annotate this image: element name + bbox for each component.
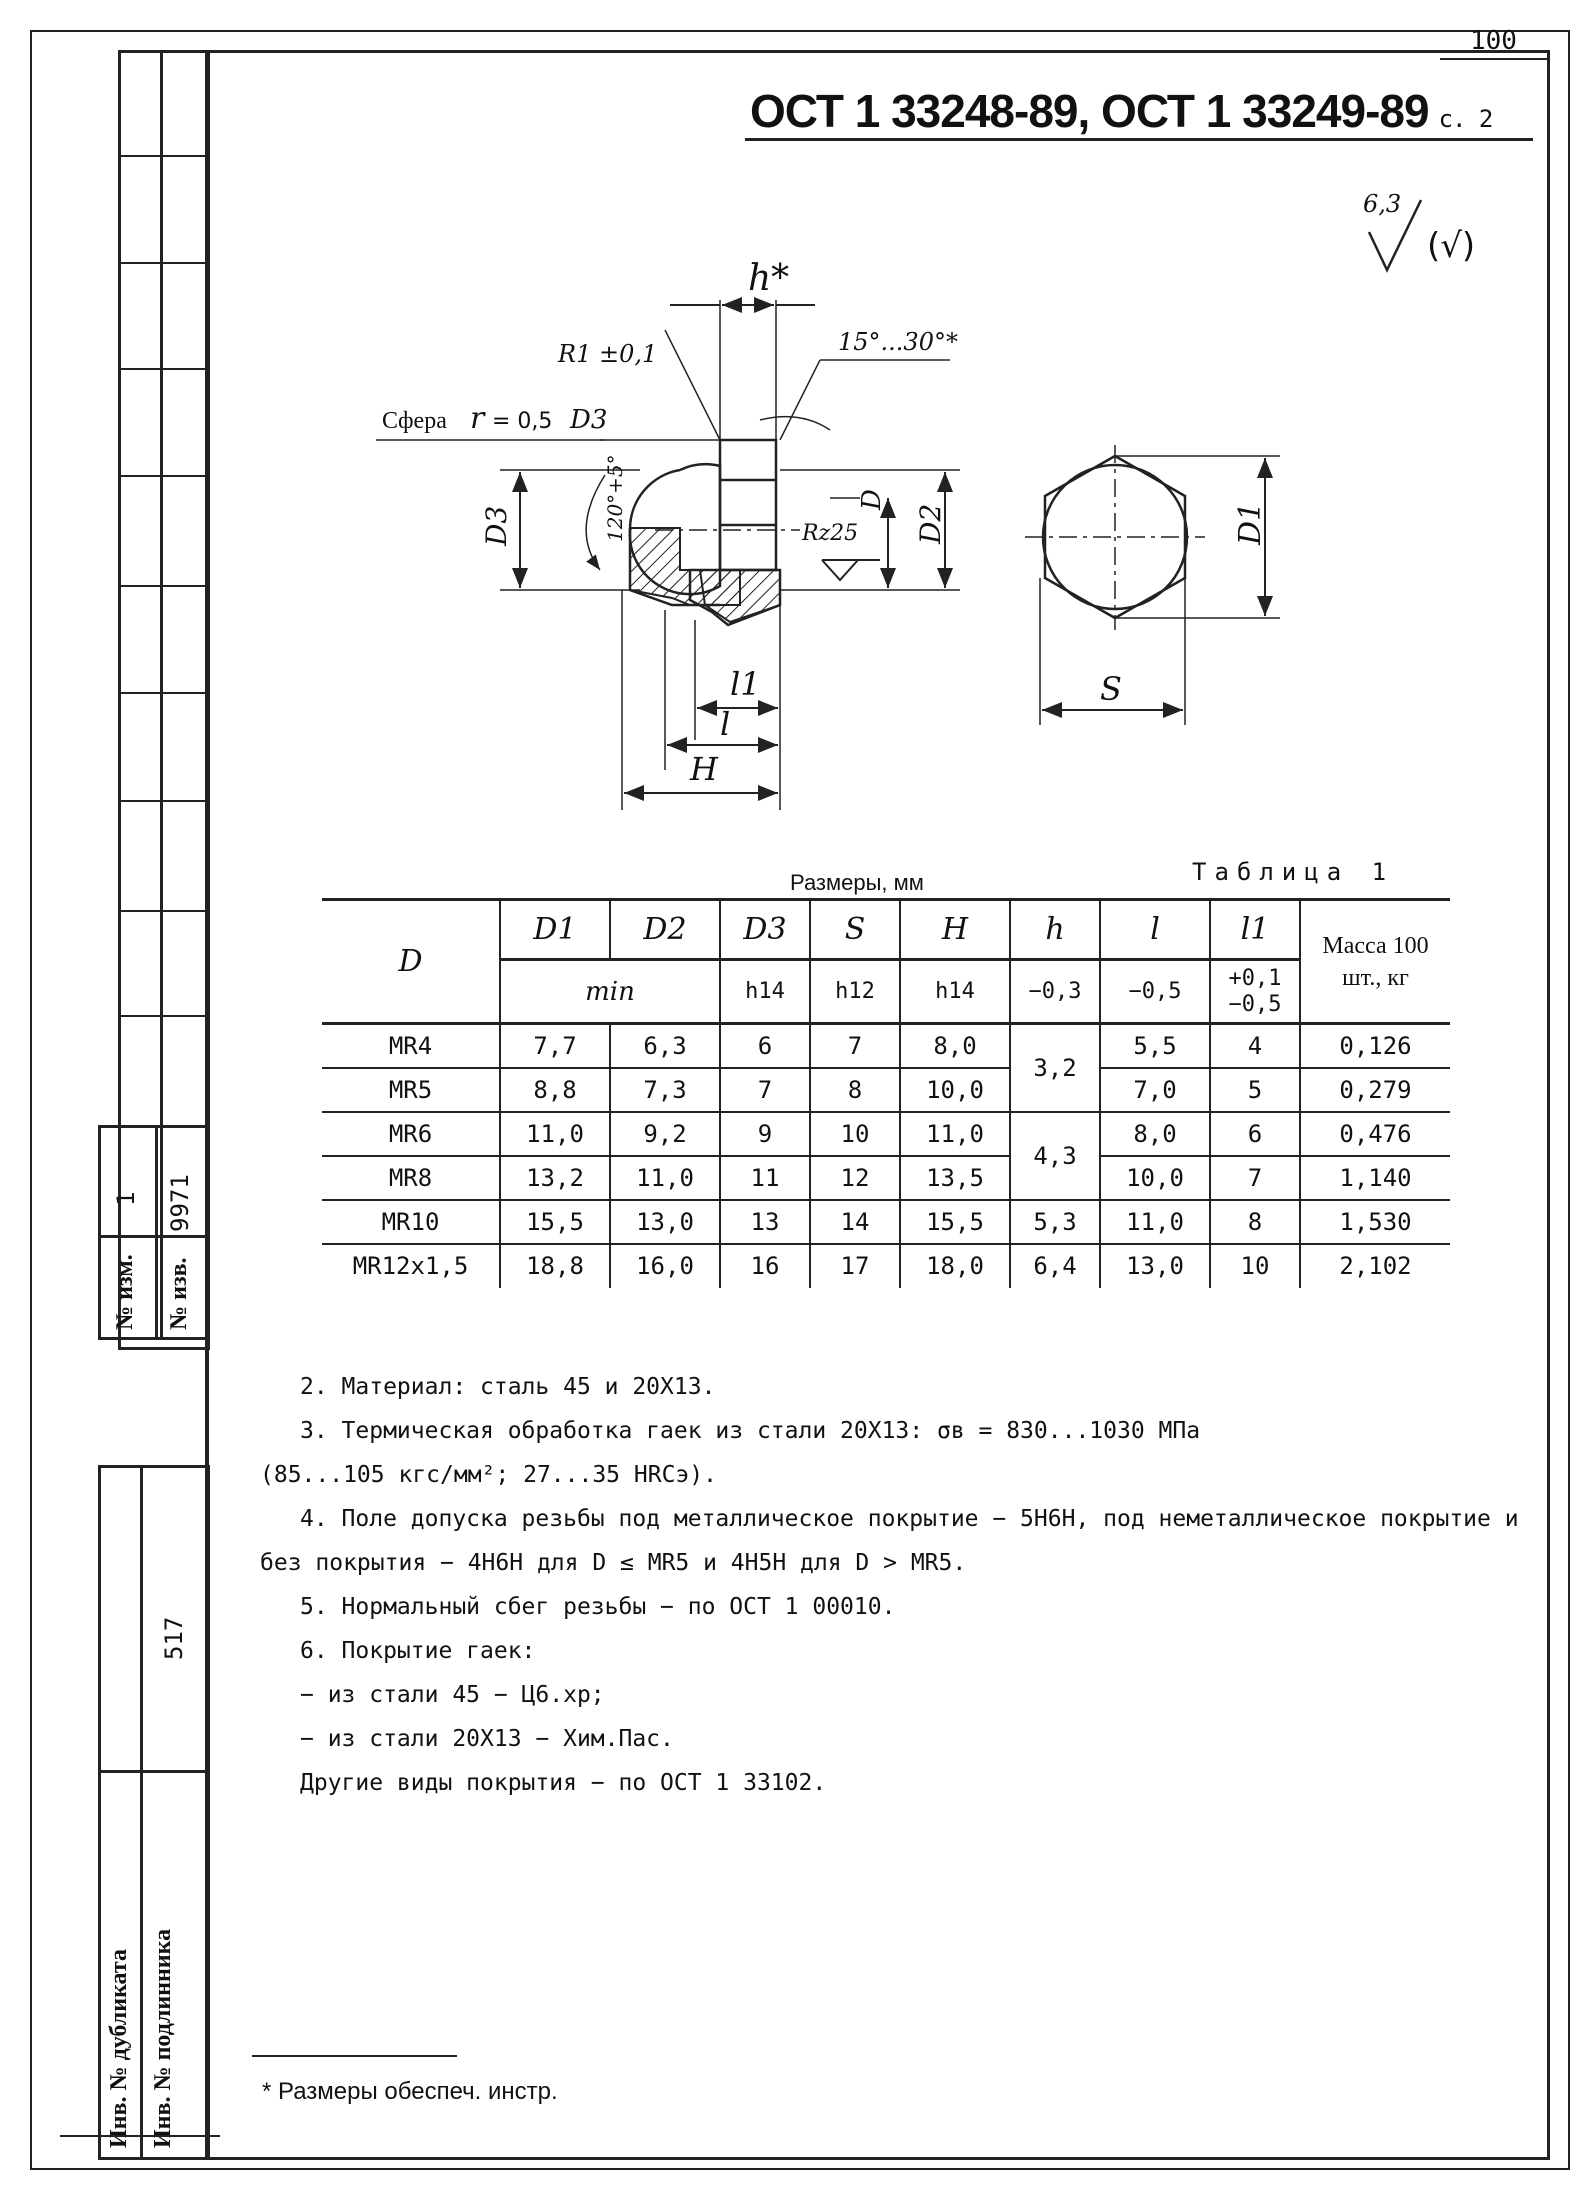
cell-d2: 16,0 [610,1244,720,1288]
cell-d1: 11,0 [500,1112,610,1156]
cell-l: 10,0 [1100,1156,1210,1200]
roughness-value: 6,3 [1363,190,1402,218]
cell-l: 7,0 [1100,1068,1210,1112]
note-3a: 3. Термическая обработка гаек из стали 20Х13: σв = 830...1030 МПа [300,1418,1201,1444]
page-number: 100 [1470,26,1517,56]
inv-original-label: Инв. № подлинника [150,1928,176,2148]
table-row [322,1068,1450,1112]
note-7: Другие виды покрытия − по ОСТ 1 33102. [300,1770,827,1796]
note-3b: (85...105 кгс/мм²; 27...35 HRCэ). [260,1462,717,1488]
header-l-tol: −0,5 [1100,960,1210,1024]
cell-h-big: 11,0 [900,1112,1010,1156]
notice-no-label: № изв. [166,1257,192,1330]
cell-d: MR10 [322,1200,500,1244]
header-d3: D3 [720,900,810,960]
original-inventory-value: 517 [160,1616,188,1660]
cell-h-big: 10,0 [900,1068,1010,1112]
cell-s: 7 [810,1024,900,1068]
table-row [322,1024,1450,1068]
cell-mass: 2,102 [1300,1244,1450,1288]
cell-d1: 13,2 [500,1156,610,1200]
footnote: * Размеры обеспеч. инстр. [262,2078,558,2105]
label-h-star: h* [748,258,790,299]
notes-section [260,1365,1560,1805]
inv-duplicate-label: Инв. № дубликата [106,1948,132,2148]
dimensions-table [322,898,1450,1288]
notice-no-value: 9971 [166,1174,194,1232]
svg-text:D3: D3 [570,405,608,435]
header-h-big: H [900,900,1010,960]
cell-d2: 7,3 [610,1068,720,1112]
header-d1: D1 [500,900,610,960]
cell-d2: 9,2 [610,1112,720,1156]
cell-mass: 1,140 [1300,1156,1450,1200]
cell-s: 8 [810,1068,900,1112]
change-no-value: 1 [112,1191,140,1206]
svg-text:D: D [857,489,887,510]
svg-text:R1 ±0,1: R1 ±0,1 [558,340,658,368]
note-4: 4. Поле допуска резьбы под металлическое покрытие − 5Н6Н, под неметаллическое покрытие и без покрытия − 4Н6Н для D ≤ MR5 и 4H5H для D > MR5. [260,1506,1519,1576]
header-h-big-tol: h14 [900,960,1010,1024]
cell-h-big: 8,0 [900,1024,1010,1068]
cell-d: MR8 [322,1156,500,1200]
header-l1-tol: +0,1 −0,5 [1210,960,1300,1024]
header-d3-tol: h14 [720,960,810,1024]
note-5: 5. Нормальный сбег резьбы − по ОСТ 1 00010. [300,1594,896,1620]
cell-d3: 16 [720,1244,810,1288]
cell-h-small-merged: 3,2 [1010,1024,1100,1112]
svg-text:l1: l1 [730,665,761,703]
cell-l1: 7 [1210,1156,1300,1200]
cell-mass: 0,476 [1300,1112,1450,1156]
svg-text:15°...30°*: 15°...30°* [838,328,958,356]
svg-text:S: S [1100,670,1122,708]
note-6: 6. Покрытие гаек: [300,1638,536,1664]
header-s-tol: h12 [810,960,900,1024]
cell-h-big: 15,5 [900,1200,1010,1244]
table-row [322,1112,1450,1156]
table-row [322,1244,1450,1288]
header-h-small: h [1010,900,1100,960]
header-h-small-tol: −0,3 [1010,960,1100,1024]
header-d: D [322,900,500,1024]
roughness-suffix: (√) [1427,226,1476,266]
cell-s: 12 [810,1156,900,1200]
cell-d1: 7,7 [500,1024,610,1068]
table-row [322,1156,1450,1200]
cell-l1: 5 [1210,1068,1300,1112]
cell-d1: 8,8 [500,1068,610,1112]
header-l1: l1 [1210,900,1300,960]
cell-h-small: 6,4 [1010,1244,1100,1288]
svg-text:D2: D2 [914,503,947,544]
standard-title-text: ОСТ 1 33248-89, ОСТ 1 33249-89 [750,85,1429,137]
cell-mass: 1,530 [1300,1200,1450,1244]
table-caption-number: Таблица 1 [1192,858,1395,886]
svg-text:H: H [690,750,718,788]
technical-drawing [0,0,1596,840]
cell-l1: 6 [1210,1112,1300,1156]
cell-d2: 13,0 [610,1200,720,1244]
footnote-separator [252,2055,457,2057]
cell-d: MR6 [322,1112,500,1156]
nut-front-view [1025,445,1280,725]
cell-mass: 0,279 [1300,1068,1450,1112]
cell-d3: 9 [720,1112,810,1156]
cell-mass: 0,126 [1300,1024,1450,1068]
table-row [322,1200,1450,1244]
cell-l: 13,0 [1100,1244,1210,1288]
cell-s: 14 [810,1200,900,1244]
svg-text:= 0,5: = 0,5 [492,409,553,434]
svg-text:D3: D3 [480,505,513,546]
cell-d1: 15,5 [500,1200,610,1244]
standard-page: с. 2 [1438,105,1493,133]
header-d2: D2 [610,900,720,960]
cell-d: MR5 [322,1068,500,1112]
note-6a: − из стали 45 − Ц6.хр; [300,1682,605,1708]
cell-h-big: 18,0 [900,1244,1010,1288]
header-s: S [810,900,900,960]
header-l: l [1100,900,1210,960]
cell-h-small: 5,3 [1010,1200,1100,1244]
cell-l1: 8 [1210,1200,1300,1244]
svg-text:120°+5°: 120°+5° [603,454,627,542]
note-6b: − из стали 20Х13 − Хим.Пас. [300,1726,674,1752]
cell-d3: 13 [720,1200,810,1244]
svg-text:l: l [720,705,731,743]
header-min: min [500,960,720,1024]
cell-h-big: 13,5 [900,1156,1010,1200]
cell-d: MR4 [322,1024,500,1068]
cell-d3: 6 [720,1024,810,1068]
svg-text:Сфера: Сфера [382,408,447,434]
cell-l: 5,5 [1100,1024,1210,1068]
cell-d1: 18,8 [500,1244,610,1288]
cell-l1: 4 [1210,1024,1300,1068]
cell-s: 10 [810,1112,900,1156]
cell-d2: 6,3 [610,1024,720,1068]
cell-l: 8,0 [1100,1112,1210,1156]
cell-d2: 11,0 [610,1156,720,1200]
cell-d3: 11 [720,1156,810,1200]
cell-d3: 7 [720,1068,810,1112]
table-caption-sizes: Размеры, мм [790,870,924,895]
svg-text:Rz25: Rz25 [802,521,859,546]
cell-h-small-merged: 4,3 [1010,1112,1100,1200]
svg-text:r: r [470,401,485,436]
svg-text:D1: D1 [1233,501,1268,545]
change-no-label: № изм. [112,1254,138,1330]
note-2: 2. Материал: сталь 45 и 20Х13. [300,1374,716,1400]
cell-l: 11,0 [1100,1200,1210,1244]
header-mass: Масса 100 шт., кг [1300,900,1450,1024]
cell-l1: 10 [1210,1244,1300,1288]
cell-s: 17 [810,1244,900,1288]
cell-d: MR12x1,5 [322,1244,500,1288]
